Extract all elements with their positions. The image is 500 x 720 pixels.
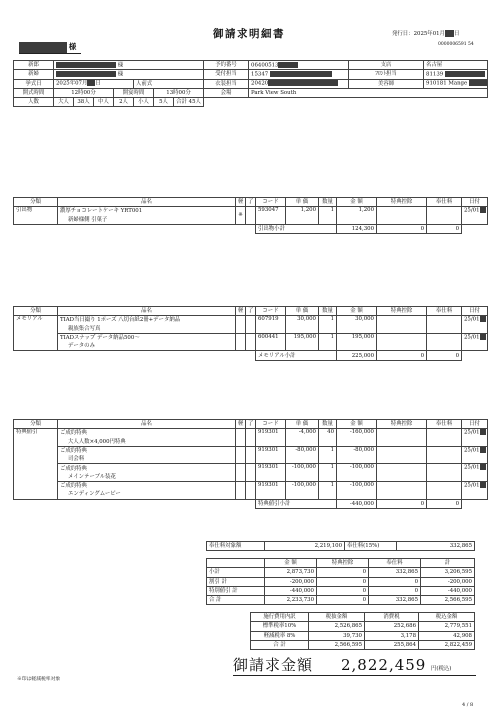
subtotal-service: 0 (427, 499, 462, 508)
bride-suffix: 様 (117, 71, 124, 78)
item-date (462, 446, 488, 464)
column-header-qty: 数量 (319, 307, 337, 316)
amount: -100,000 (337, 482, 377, 500)
issue-date (392, 30, 459, 37)
column-header-tax-flag: 了 (246, 307, 256, 316)
redaction (445, 71, 485, 77)
summary-cell: 2,233,730 (265, 596, 317, 605)
tax-row (251, 631, 475, 640)
item-date-value: 25/01 (464, 207, 480, 214)
column-header-amount: 金 額 (337, 420, 377, 429)
beautician-value (424, 79, 488, 88)
column-header-item: 品名 (58, 420, 236, 429)
costume-staff-code: 20420 (251, 80, 269, 87)
section-subtotal-row (14, 351, 488, 360)
tax-label: 軽減税率 8% (251, 631, 309, 640)
ceremony-date-suffix: 日 (95, 80, 101, 87)
tax-flag (246, 464, 256, 482)
service-target-label: 奉仕料対象額 (207, 542, 265, 551)
item-name: TIAD当日撮り 1ポーズ 八切台紙2冊+データ納品 (58, 316, 236, 325)
amount: 1,200 (337, 207, 377, 225)
summary-cell: 332,865 (369, 568, 421, 577)
item-date (462, 207, 488, 225)
unit-price: 30,000 (286, 316, 319, 334)
reception-staff-value (249, 70, 349, 79)
column-header-amount: 金 額 (337, 307, 377, 316)
booking-value (249, 61, 349, 70)
quantity: 1 (319, 333, 337, 351)
discount (377, 464, 427, 482)
grand-total-value: 2,822,459 (341, 656, 427, 674)
item-date-value: 25/01 (464, 447, 480, 454)
tax-mark: ※ (236, 207, 246, 225)
issue-date-label: 発行日： (392, 31, 414, 37)
subtotal-spacer (462, 351, 488, 360)
tax-mark (236, 482, 246, 500)
quantity: 1 (319, 316, 337, 334)
service-charge (427, 464, 462, 482)
redaction (480, 429, 486, 435)
item-row (14, 316, 488, 325)
redaction (278, 62, 298, 68)
unit-price: 1,200 (286, 207, 319, 225)
front-staff-code: 81139 (426, 71, 444, 78)
service-charge (427, 446, 462, 464)
grand-total-label: 御請求金額 (233, 656, 314, 674)
customer-underline (19, 53, 81, 54)
summary-row (207, 586, 475, 595)
service-charge (427, 316, 462, 334)
subtotal-spacer (14, 224, 256, 233)
summary-cell: 0 (369, 577, 421, 586)
tax-flag (246, 446, 256, 464)
ceremony-date (54, 79, 134, 88)
item-description: 司会料 (58, 455, 236, 464)
adult-count: 38人 (74, 98, 94, 107)
service-charge (427, 207, 462, 225)
column-header-date: 日付 (462, 420, 488, 429)
column-header-amount: 金 額 (337, 198, 377, 207)
tax-flag (246, 316, 256, 334)
quantity: 1 (319, 446, 337, 464)
booking-label: 予約番号 (204, 61, 249, 70)
customer-name (19, 42, 76, 53)
amount: 195,000 (337, 333, 377, 351)
venue-value: Park View South (249, 88, 488, 97)
venue-label: 会場 (204, 88, 249, 97)
column-header-tax-flag: 了 (246, 198, 256, 207)
item-code: 600441 (256, 333, 286, 351)
item-name: ご成約特典 (58, 464, 236, 473)
summary-cell: -440,000 (265, 586, 317, 595)
item-row (14, 464, 488, 473)
service-charge (427, 429, 462, 447)
tax-row (251, 622, 475, 631)
child-count: 5人 (154, 98, 174, 107)
item-name: ご成約特典 (58, 446, 236, 455)
discount (377, 207, 427, 225)
summary-cell: 2,873,730 (265, 568, 317, 577)
section-header-row (14, 420, 488, 429)
groom-suffix: 様 (117, 62, 124, 69)
tax-header-cell: 税込金額 (419, 613, 475, 622)
item-description: データのみ (58, 342, 236, 351)
front-staff-label: ﾌﾛﾝﾄ担当 (349, 70, 424, 79)
tax-cell: 2,566,595 (309, 640, 365, 649)
groom-label: 新郎 (14, 61, 54, 70)
column-header-service: 奉仕料 (427, 198, 462, 207)
column-header-date: 日付 (462, 307, 488, 316)
redaction (469, 80, 488, 86)
section-category: 引出物 (14, 207, 58, 225)
column-header-service: 奉仕料 (427, 420, 462, 429)
item-date (462, 482, 488, 500)
tax-label: 合 計 (251, 640, 309, 649)
item-date-value: 25/01 (464, 482, 480, 489)
summary-header-cell: 計 (421, 559, 475, 568)
reduced-tax-footnote: ※印は軽減税率対象 (17, 677, 61, 682)
column-header-qty: 数量 (319, 420, 337, 429)
tax-cell: 2,779,551 (419, 622, 475, 631)
column-header-tax-mark: 軽 (236, 198, 246, 207)
discount (377, 316, 427, 334)
item-name: ご成約特典 (58, 429, 236, 438)
item-section-table (13, 306, 488, 361)
tax-cell: 42,908 (419, 631, 475, 640)
item-date (462, 464, 488, 482)
item-row (14, 429, 488, 438)
summary-label: 合 計 (207, 596, 265, 605)
subtotal-discount: 0 (377, 499, 427, 508)
section-category: メモリアル (14, 316, 58, 351)
column-header-tax-mark: 軽 (236, 307, 246, 316)
section-subtotal-row (14, 224, 488, 233)
section-category: 特典値引 (14, 429, 58, 499)
summary-cell: 332,865 (369, 596, 421, 605)
branch-label: 支店 (349, 61, 424, 70)
summary-label: 特別値引 計 (207, 586, 265, 595)
subtotal-label: 特典値引小計 (256, 499, 337, 508)
opening-time-value: 12時00分 (54, 88, 114, 97)
item-section-table (13, 419, 488, 509)
subtotal-label: 引出物小計 (256, 224, 337, 233)
summary-cell: -440,000 (421, 586, 475, 595)
amount: -100,000 (337, 464, 377, 482)
ceremony-date-value: 2025年07月 (56, 80, 88, 87)
tax-mark (236, 429, 246, 447)
redaction (480, 447, 486, 453)
unit-price: -80,000 (286, 446, 319, 464)
subtotal-spacer (14, 499, 256, 508)
item-code: 919301 (256, 446, 286, 464)
item-row (14, 333, 488, 342)
service-target-value: 2,219,100 (265, 542, 345, 551)
item-date-value: 25/01 (464, 334, 480, 341)
bride-label: 新婦 (14, 70, 54, 79)
item-date-value: 25/01 (464, 316, 480, 323)
summary-cell: 0 (317, 596, 369, 605)
column-header-qty: 数量 (319, 198, 337, 207)
grand-total-unit: 円(税込) (431, 666, 452, 672)
tax-cell: 39,730 (309, 631, 365, 640)
guest-total-value: 45人 (188, 99, 201, 106)
column-header-service: 奉仕料 (427, 307, 462, 316)
tax-header-cell: 税抜金額 (309, 613, 365, 622)
service-rate-value: 332,865 (397, 542, 475, 551)
summary-cell: 0 (317, 568, 369, 577)
item-date (462, 429, 488, 447)
column-header-item: 品名 (58, 307, 236, 316)
summary-row (207, 568, 475, 577)
subtotal-label: メモリアル小計 (256, 351, 337, 360)
column-header-code: コード (256, 307, 286, 316)
tax-header (251, 613, 475, 622)
subtotal-spacer (462, 224, 488, 233)
booking-number: 06400513 (251, 62, 279, 69)
subtotal-spacer (14, 351, 256, 360)
summary-row (207, 596, 475, 605)
customer-suffix: 様 (68, 42, 77, 51)
column-header-discount: 特典控除 (377, 307, 427, 316)
column-header-discount: 特典控除 (377, 420, 427, 429)
item-date-value: 25/01 (464, 429, 480, 436)
redaction (480, 464, 486, 470)
tax-flag (246, 429, 256, 447)
quantity: 1 (319, 464, 337, 482)
redaction (270, 71, 332, 77)
tax-mark (236, 446, 246, 464)
middle-label: 中人 (94, 98, 114, 107)
item-name: ご成約特典 (58, 482, 236, 491)
tax-header-cell: 施行費用内訳 (251, 613, 309, 622)
column-header-tax-flag: 了 (246, 420, 256, 429)
item-description: メインテーブル装花 (58, 473, 236, 482)
column-header-code: コード (256, 198, 286, 207)
service-rate-label: 奉仕料(15%) (345, 542, 397, 551)
subtotal-amount: 225,000 (337, 351, 377, 360)
summary-header-cell: 金 額 (265, 559, 317, 568)
tax-label: 標準税率10% (251, 622, 309, 631)
column-header-item: 品名 (58, 198, 236, 207)
groom-name (54, 61, 204, 70)
quantity: 1 (319, 482, 337, 500)
tax-cell: 255,864 (365, 640, 419, 649)
item-code: 919301 (256, 429, 286, 447)
service-charge (427, 333, 462, 351)
reception-staff-label: 受付担当 (204, 70, 249, 79)
costume-staff-value (249, 79, 349, 88)
issue-date-value: 2025年01月 (413, 31, 445, 37)
tax-flag (246, 333, 256, 351)
beautician-code: 910181 Mange (426, 80, 468, 87)
summary-header (207, 559, 475, 568)
redaction (445, 30, 454, 37)
tax-header-cell: 消費税 (365, 613, 419, 622)
ceremony-date-label: 挙式日 (14, 79, 54, 88)
tax-flag (246, 482, 256, 500)
tax-cell: 2,526,865 (309, 622, 365, 631)
beautician-label: 美容師 (349, 79, 424, 88)
column-header-discount: 特典控除 (377, 198, 427, 207)
subtotal-discount: 0 (377, 224, 427, 233)
item-section-table (13, 197, 488, 234)
summary-cell: 3,206,595 (421, 568, 475, 577)
opening-time-label: 開式時間 (14, 88, 54, 97)
quantity: 40 (319, 429, 337, 447)
column-header-unit-price: 単 価 (286, 307, 319, 316)
subtotal-amount: -440,000 (337, 499, 377, 508)
summary-cell: -200,000 (265, 577, 317, 586)
info-spacer (204, 98, 488, 107)
item-code: 919301 (256, 464, 286, 482)
column-header-category: 分類 (14, 198, 58, 207)
amount: 30,000 (337, 316, 377, 334)
column-header-category: 分類 (14, 420, 58, 429)
tax-row (251, 640, 475, 649)
reception-time-label: 開宴時間 (114, 88, 154, 97)
subtotal-service: 0 (427, 224, 462, 233)
reception-time-value: 13時00分 (154, 88, 204, 97)
tax-flag (246, 207, 256, 225)
guest-total (174, 98, 204, 107)
item-code: 593047 (256, 207, 286, 225)
tax-cell: 2,822,459 (419, 640, 475, 649)
guest-total-label: 合計 (176, 99, 187, 106)
summary-table (206, 558, 475, 605)
item-date-value: 25/01 (464, 464, 480, 471)
summary-label: 割引 計 (207, 577, 265, 586)
redaction (268, 80, 338, 86)
document-number: 0000006591 54 (438, 42, 474, 47)
summary-cell: 2,566,595 (421, 596, 475, 605)
redaction (19, 42, 67, 53)
redaction (480, 482, 486, 488)
front-staff-value (424, 70, 488, 79)
column-header-date: 日付 (462, 198, 488, 207)
summary-row (207, 577, 475, 586)
branch-value: 名古屋 (424, 61, 488, 70)
discount (377, 482, 427, 500)
reception-staff-code: 15347 (251, 71, 269, 78)
subtotal-amount: 124,300 (337, 224, 377, 233)
column-header-unit-price: 単 価 (286, 420, 319, 429)
summary-cell: -200,000 (421, 577, 475, 586)
summary-header-cell: 特典控除 (317, 559, 369, 568)
item-code: 919301 (256, 482, 286, 500)
item-date (462, 333, 488, 351)
redaction (56, 62, 116, 68)
section-subtotal-row (14, 499, 488, 508)
guest-count-label: 人数 (14, 98, 54, 107)
wedding-info-table (13, 60, 488, 107)
middle-count: 2人 (114, 98, 134, 107)
item-name: 濃厚チョコレートケーキ YRT001 (58, 207, 236, 216)
item-code: 607919 (256, 316, 286, 334)
unit-price: -4,000 (286, 429, 319, 447)
column-header-unit-price: 単 価 (286, 198, 319, 207)
summary-header-cell (207, 559, 265, 568)
subtotal-spacer (462, 499, 488, 508)
adult-label: 大人 (54, 98, 74, 107)
amount: -160,000 (337, 429, 377, 447)
amount: -80,000 (337, 446, 377, 464)
item-description: 新婦様側 引菓子 (58, 216, 236, 225)
issue-date-suffix: 日 (453, 31, 460, 37)
column-header-category: 分類 (14, 307, 58, 316)
item-name: TIADスナップ データ納品500～ (58, 333, 236, 342)
subtotal-service: 0 (427, 351, 462, 360)
redaction (56, 71, 116, 77)
item-description: エンディングムービー (58, 490, 236, 499)
tax-mark (236, 316, 246, 334)
tax-mark (236, 464, 246, 482)
service-charge (427, 482, 462, 500)
column-header-tax-mark: 軽 (236, 420, 246, 429)
tax-mark (236, 333, 246, 351)
summary-label: 小計 (207, 568, 265, 577)
grand-total (233, 657, 476, 676)
child-label: 小人 (134, 98, 154, 107)
section-header-row (14, 198, 488, 207)
item-row (14, 446, 488, 455)
page-title: 御請求明細書 (213, 28, 285, 40)
item-description: 大人人数×4,000円特典 (58, 438, 236, 447)
tax-breakdown-table (250, 612, 475, 650)
subtotal-discount: 0 (377, 351, 427, 360)
item-row (14, 482, 488, 491)
discount (377, 429, 427, 447)
quantity: 1 (319, 207, 337, 225)
unit-price: -100,000 (286, 482, 319, 500)
unit-price: 195,000 (286, 333, 319, 351)
discount (377, 446, 427, 464)
discount (377, 333, 427, 351)
ceremony-type: 人前式 (134, 79, 204, 88)
summary-header-cell: 奉仕料 (369, 559, 421, 568)
summary-cell: 0 (317, 577, 369, 586)
summary-cell: 0 (369, 586, 421, 595)
item-row (14, 207, 488, 216)
service-charge-table (206, 541, 475, 551)
costume-staff-label: 衣装担当 (204, 79, 249, 88)
bride-name (54, 70, 204, 79)
column-header-code: コード (256, 420, 286, 429)
redaction (480, 334, 486, 340)
item-date (462, 316, 488, 334)
unit-price: -100,000 (286, 464, 319, 482)
redaction (480, 316, 486, 322)
redaction (480, 207, 486, 213)
tax-cell: 252,686 (365, 622, 419, 631)
section-header-row (14, 307, 488, 316)
page-number: 4 / 8 (462, 702, 474, 708)
item-description: 親族集合写真 (58, 325, 236, 334)
tax-cell: 3,178 (365, 631, 419, 640)
summary-cell: 0 (317, 586, 369, 595)
